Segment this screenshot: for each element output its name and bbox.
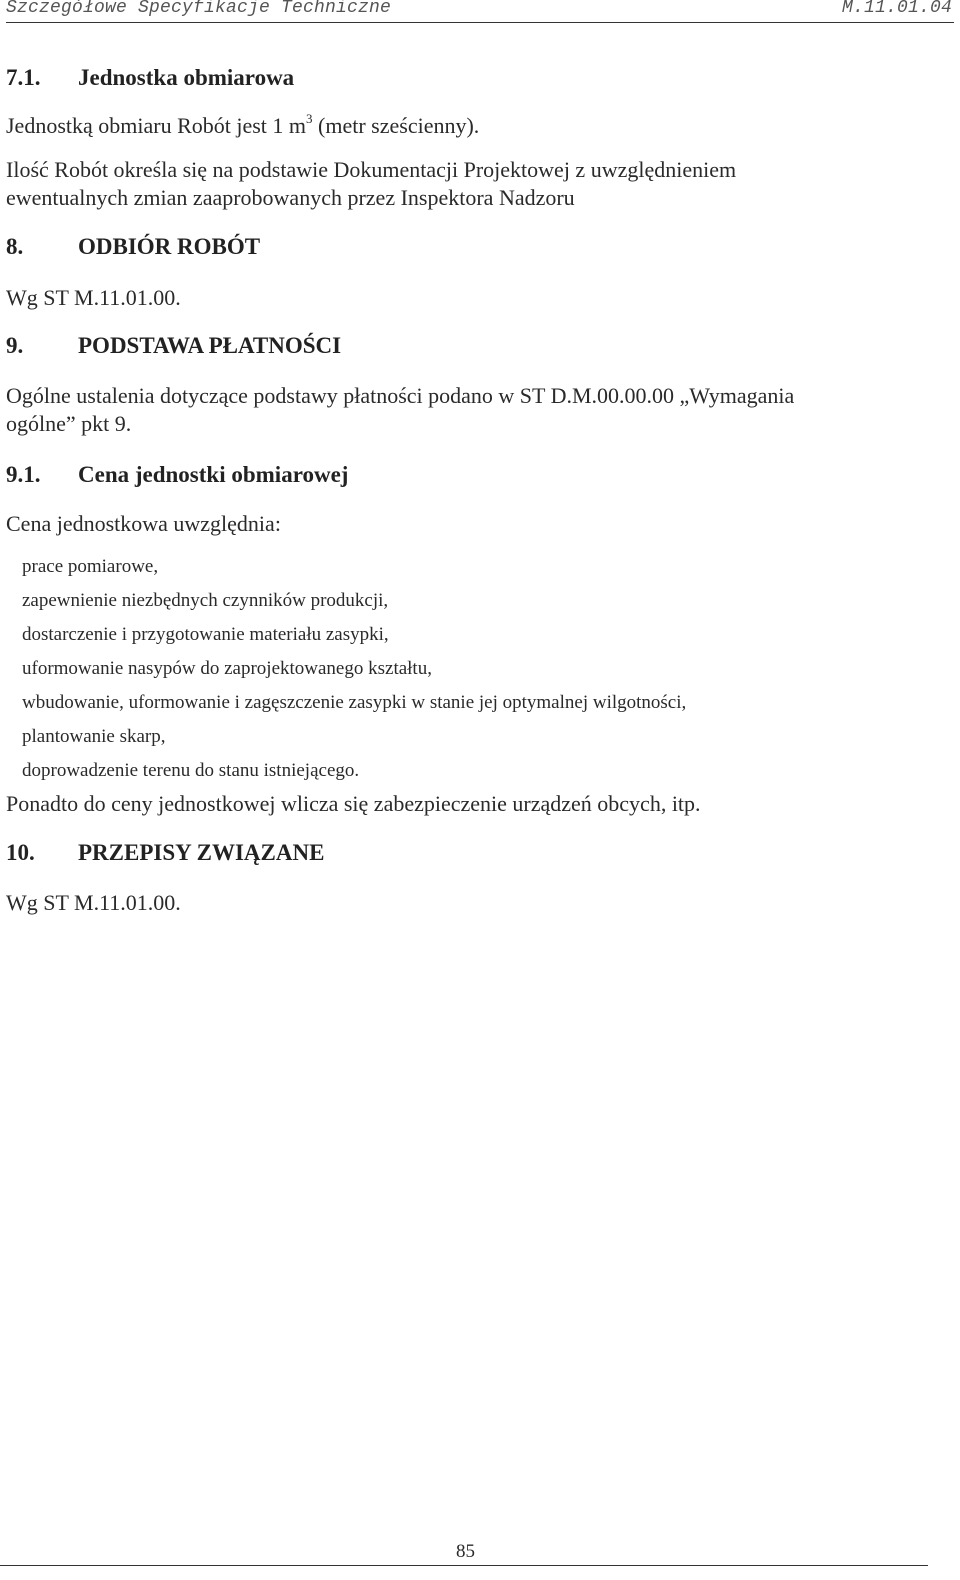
list-item: plantowanie skarp,	[22, 726, 166, 747]
heading-8	[6, 233, 260, 261]
heading-title: PODSTAWA PŁATNOŚCI	[78, 333, 342, 358]
document-title: Szczegółowe Specyfikacje Techniczne	[6, 0, 392, 18]
section-9-text	[6, 382, 794, 438]
unit-text: Jednostką obmiaru Robót jest 1 m	[6, 113, 307, 138]
unit-text-tail: (metr sześcienny).	[312, 113, 480, 138]
list-item: dostarczenie i przygotowanie materiału zasypki,	[22, 624, 389, 645]
list-item: prace pomiarowe,	[22, 556, 159, 577]
page-header	[6, 0, 954, 23]
page-number: 85	[456, 1541, 475, 1562]
section-10-text: Wg ST M.11.01.00.	[6, 890, 181, 915]
heading-9-1	[6, 461, 348, 489]
section-8-text: Wg ST M.11.01.00.	[6, 285, 181, 310]
heading-title: PRZEPISY ZWIĄZANE	[78, 840, 325, 865]
section-9-line-1: Ogólne ustalenia dotyczące podstawy płatności podano w ST D.M.00.00.00 „Wymagania	[6, 383, 795, 408]
cost-items-list	[22, 550, 686, 788]
specification-code: M.11.01.04	[841, 0, 952, 18]
quantity-line-1: Ilość Robót określa się na podstawie Dokumentacji Projektowej z uwzględnieniem	[6, 157, 737, 182]
heading-9	[6, 332, 341, 360]
heading-number: 9.	[6, 333, 24, 358]
section-9-line-2: ogólne” pkt 9.	[6, 411, 132, 436]
heading-10	[6, 839, 324, 867]
heading-number: 7.1.	[6, 65, 41, 90]
heading-title: Cena jednostki obmiarowej	[78, 462, 349, 487]
quantity-paragraph	[6, 156, 736, 212]
list-item: zapewnienie niezbędnych czynników produkcji,	[22, 590, 389, 611]
list-item: wbudowanie, uformowanie i zagęszczenie zasypki w stanie jej optymalnej wilgotności,	[22, 692, 687, 713]
heading-title: ODBIÓR ROBÓT	[78, 234, 261, 259]
quantity-line-2: ewentualnych zmian zaaprobowanych przez Inspektora Nadzoru	[6, 185, 575, 210]
heading-number: 10.	[6, 840, 35, 865]
heading-number: 9.1.	[6, 462, 41, 487]
unit-superscript: 3	[306, 111, 313, 126]
list-item: uformowanie nasypów do zaprojektowanego kształtu,	[22, 658, 432, 679]
heading-number: 8.	[6, 234, 24, 259]
list-item: doprowadzenie terenu do stanu istniejącego.	[22, 760, 360, 781]
unit-paragraph	[6, 112, 479, 140]
heading-7-1	[6, 64, 294, 92]
section-9-1-intro: Cena jednostkowa uwzględnia:	[6, 511, 281, 536]
heading-title: Jednostka obmiarowa	[78, 65, 295, 90]
section-9-1-extra: Ponadto do ceny jednostkowej wlicza się zabezpieczenie urządzeń obcych, itp.	[6, 791, 701, 816]
footer-divider	[0, 1565, 928, 1566]
